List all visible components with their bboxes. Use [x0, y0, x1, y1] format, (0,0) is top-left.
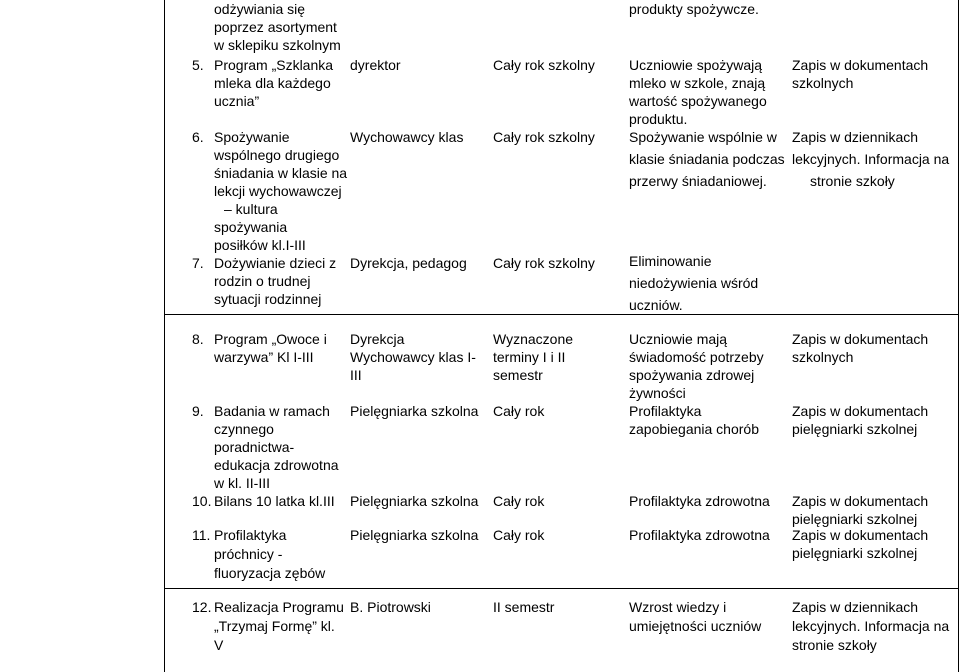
text-line: lekcyjnych. Informacja na	[792, 618, 950, 634]
text-line: ucznia”	[214, 93, 260, 109]
text-line: Program „Owoce i	[214, 331, 327, 347]
row-9-responsible: Pielęgniarka szkolna	[350, 403, 479, 419]
text-line: produkty spożywcze.	[629, 1, 759, 17]
row-11-item-text	[214, 526, 348, 583]
text-line: Dożywianie dzieci z	[214, 255, 337, 271]
row-8-number: 8.	[192, 331, 204, 347]
text-line: lekcji wychowawczej	[214, 183, 342, 199]
text-line: wspólnego drugiego	[214, 147, 340, 163]
row-9-term: Cały rok	[493, 403, 545, 419]
row-5-number: 5.	[192, 57, 204, 73]
row-10-effect	[629, 492, 791, 510]
text-line: Dyrekcja	[350, 331, 405, 347]
row-continuation-effect	[629, 0, 789, 18]
text-line: terminy I i II	[493, 349, 566, 365]
text-line: w kl. II-III	[214, 475, 270, 491]
text-line: Realizacja Programu	[214, 599, 344, 615]
row-11-monitoring	[792, 526, 957, 562]
text-line: przerwy śniadaniowej.	[629, 173, 767, 189]
row-8-term	[493, 330, 623, 384]
text-line: Spożywanie	[214, 129, 290, 145]
text-line: Profilaktyka zdrowotna	[629, 527, 770, 543]
text-line: sytuacji rodzinnej	[214, 291, 322, 307]
row-continuation-item-text	[214, 0, 344, 54]
text-line: odżywiania się	[214, 1, 306, 17]
row-7-item-text	[214, 254, 344, 308]
text-line: Profilaktyka	[629, 403, 702, 419]
row-12-effect	[629, 598, 791, 636]
text-line: Wzrost wiedzy i	[629, 599, 727, 615]
row-9-monitoring	[792, 402, 957, 438]
text-line: stronie szkoły	[792, 637, 877, 653]
row-9-item-text	[214, 402, 348, 492]
row-7-responsible: Dyrekcja, pedagog	[350, 255, 467, 271]
text-line: V	[214, 637, 224, 653]
text-line: Eliminowanie	[629, 253, 712, 269]
text-line: czynnego	[214, 421, 274, 437]
text-line: Wyznaczone	[493, 331, 574, 347]
text-line: mleko w szkole, znają	[629, 75, 766, 91]
row-10-term: Cały rok	[493, 493, 545, 509]
row-12-number: 12.	[192, 599, 212, 615]
text-line: rodzin o trudnej	[214, 273, 311, 289]
text-line: wartość spożywanego	[629, 93, 767, 109]
text-line: Program „Szklanka	[214, 57, 334, 73]
text-line: Zapis w dokumentach	[792, 403, 929, 419]
text-line: pielęgniarki szkolnej	[792, 545, 918, 561]
text-line: warzywa” Kl I-III	[214, 349, 314, 365]
row-12-responsible: B. Piotrowski	[350, 599, 431, 615]
row-12-monitoring	[792, 598, 957, 655]
row-12-item-text	[214, 598, 348, 655]
row-8-effect	[629, 330, 789, 402]
text-line: III	[350, 367, 362, 383]
text-line: lekcyjnych. Informacja na	[792, 151, 950, 167]
text-line: Zapis w dokumentach	[792, 493, 929, 509]
row-10-responsible: Pielęgniarka szkolna	[350, 493, 479, 509]
text-line: próchnicy -	[214, 546, 283, 562]
text-line: posiłków kl.I-III	[214, 237, 306, 253]
text-line: Profilaktyka zdrowotna	[629, 493, 770, 509]
row-5-item-text	[214, 56, 344, 110]
row-11-effect	[629, 526, 791, 544]
row-7-effect	[629, 250, 789, 316]
row-6-number: 6.	[192, 129, 204, 145]
text-line: Uczniowie mają	[629, 331, 728, 347]
text-line: pielęgniarki szkolnej	[792, 421, 918, 437]
text-line: umiejętności uczniów	[629, 618, 762, 634]
text-line: klasie śniadania podczas	[629, 151, 785, 167]
text-line: spożywania zdrowej	[629, 367, 755, 383]
table-border-left	[164, 0, 165, 672]
text-line: Bilans 10 latka kl.III	[214, 493, 335, 509]
row-divider-11-12	[164, 588, 959, 589]
row-11-number: 11.	[192, 527, 211, 543]
row-11-responsible: Pielęgniarka szkolna	[350, 527, 479, 543]
row-6-term: Cały rok szkolny	[493, 129, 595, 145]
table-border-right	[958, 0, 959, 672]
row-7-number: 7.	[192, 255, 204, 271]
row-12-term: II semestr	[493, 599, 555, 615]
text-line: Spożywanie wspólnie w	[629, 129, 777, 145]
text-line: żywności	[629, 385, 686, 401]
row-5-monitoring	[792, 56, 957, 92]
text-line: edukacja zdrowotna	[214, 457, 339, 473]
text-line: Badania w ramach	[214, 403, 330, 419]
text-line: – kultura	[224, 201, 278, 217]
row-6-monitoring	[792, 126, 957, 192]
text-line: Zapis w dokumentach	[792, 57, 929, 73]
row-10-item-text	[214, 492, 348, 510]
row-10-monitoring	[792, 492, 957, 528]
text-line: spożywania	[214, 219, 288, 235]
row-5-responsible: dyrektor	[350, 57, 401, 73]
text-line: Profilaktyka	[214, 527, 287, 543]
text-line: Zapis w dokumentach	[792, 527, 929, 543]
row-8-monitoring	[792, 330, 957, 366]
text-line: Wychowawcy klas I-	[350, 349, 476, 365]
row-8-responsible	[350, 330, 490, 384]
row-6-item-text	[214, 128, 348, 254]
text-line: Zapis w dziennikach	[792, 129, 919, 145]
row-divider-7-8	[164, 314, 959, 315]
text-line: szkolnych	[792, 349, 854, 365]
text-line: świadomość potrzeby	[629, 349, 764, 365]
row-7-term: Cały rok szkolny	[493, 255, 595, 271]
text-line: Uczniowie spożywają	[629, 57, 763, 73]
row-6-responsible: Wychowawcy klas	[350, 129, 464, 145]
text-line: uczniów.	[629, 297, 683, 313]
text-line: pielęgniarki szkolnej	[792, 511, 918, 527]
text-line: fluoryzacja zębów	[214, 565, 326, 581]
text-line: Zapis w dziennikach	[792, 599, 919, 615]
row-9-number: 9.	[192, 403, 204, 419]
text-line: „Trzymaj Formę” kl.	[214, 618, 335, 634]
row-5-effect	[629, 56, 789, 128]
text-line: stronie szkoły	[810, 173, 895, 189]
text-line: śniadania w klasie na	[214, 165, 348, 181]
row-9-effect	[629, 402, 789, 438]
text-line: poprzez asortyment	[214, 19, 337, 35]
row-10-number: 10.	[192, 493, 212, 509]
row-8-item-text	[214, 330, 344, 366]
text-line: produktu.	[629, 111, 688, 127]
row-11-term: Cały rok	[493, 527, 545, 543]
text-line: Zapis w dokumentach	[792, 331, 929, 347]
text-line: niedożywienia wśród	[629, 275, 759, 291]
row-5-term: Cały rok szkolny	[493, 57, 595, 73]
row-6-effect	[629, 126, 791, 192]
text-line: zapobiegania chorób	[629, 421, 759, 437]
text-line: mleka dla każdego	[214, 75, 331, 91]
text-line: semestr	[493, 367, 543, 383]
text-line: szkolnych	[792, 75, 854, 91]
text-line: w sklepiku szkolnym	[214, 37, 341, 53]
text-line: poradnictwa-	[214, 439, 295, 455]
